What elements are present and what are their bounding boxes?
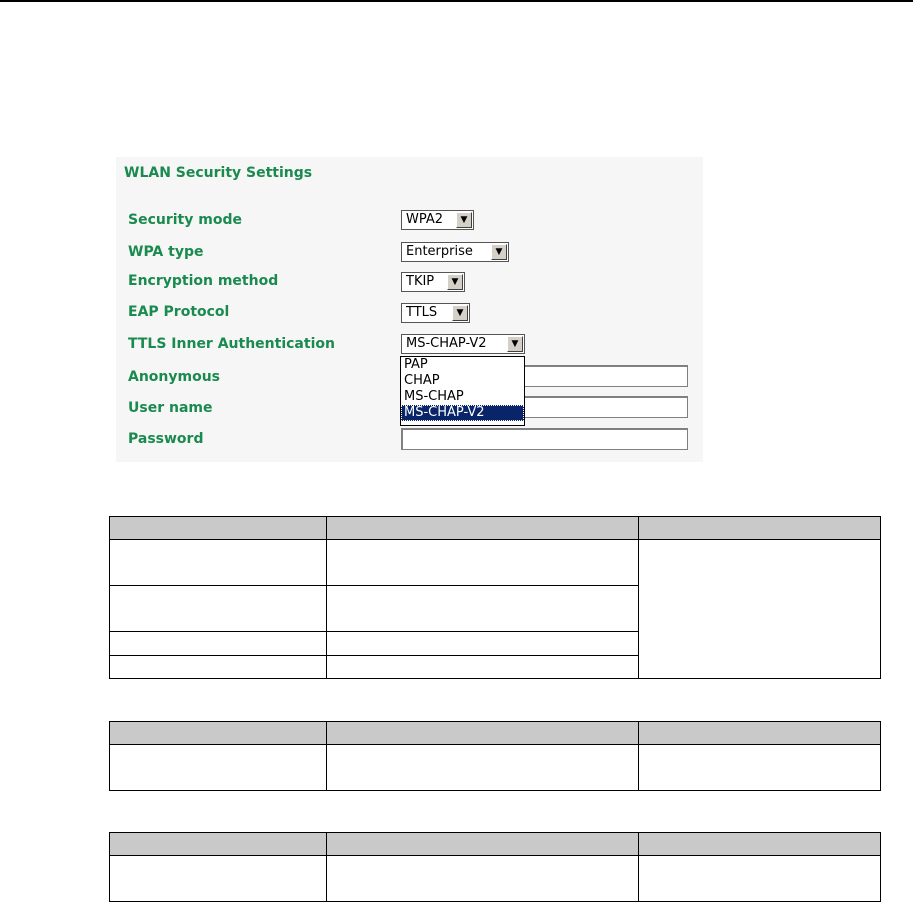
- ttls-inner-auth-dropdown-list: [400, 356, 525, 426]
- table-cell: [327, 632, 638, 656]
- wpa-type-label: WPA type: [128, 244, 204, 260]
- eap-protocol-value: TTLS: [406, 305, 438, 320]
- chevron-down-icon[interactable]: ▼: [491, 244, 507, 260]
- user-name-label: User name: [128, 400, 213, 416]
- wlan-security-settings-panel: [116, 157, 703, 462]
- settings-table-1: [109, 516, 881, 679]
- option-ms-chap[interactable]: MS-CHAP: [404, 389, 464, 404]
- table-row: [110, 856, 881, 902]
- security-mode-value: WPA2: [406, 212, 444, 227]
- table-header-cell: [327, 517, 638, 540]
- table-cell: [327, 586, 638, 632]
- table-cell: [110, 540, 327, 586]
- ttls-inner-auth-value: MS-CHAP-V2: [406, 336, 487, 351]
- table-cell: [110, 632, 327, 656]
- option-chap[interactable]: CHAP: [404, 373, 440, 388]
- wpa-type-value: Enterprise: [406, 244, 473, 259]
- settings-table-3: [109, 832, 881, 902]
- eap-protocol-select[interactable]: [401, 303, 470, 323]
- table-cell-merged: [638, 540, 880, 679]
- table-header-cell: [110, 722, 327, 745]
- table-cell: [638, 745, 880, 791]
- wpa-type-select[interactable]: [401, 242, 509, 262]
- table-cell: [327, 856, 638, 902]
- encryption-method-value: TKIP: [406, 274, 435, 289]
- ttls-inner-auth-label: TTLS Inner Authentication: [128, 336, 335, 352]
- chevron-down-icon[interactable]: ▼: [452, 305, 468, 321]
- table-header-cell: [638, 833, 880, 856]
- encryption-method-select[interactable]: [401, 272, 465, 292]
- anonymous-label: Anonymous: [128, 369, 221, 385]
- table-header-row: [110, 517, 881, 540]
- table-header-cell: [638, 722, 880, 745]
- eap-protocol-label: EAP Protocol: [128, 304, 230, 320]
- table-cell: [110, 656, 327, 679]
- table-cell: [327, 540, 638, 586]
- password-input[interactable]: [401, 428, 688, 450]
- encryption-method-label: Encryption method: [128, 273, 279, 289]
- table-cell: [638, 856, 880, 902]
- settings-table-2: [109, 721, 881, 791]
- table-cell: [110, 856, 327, 902]
- password-label: Password: [128, 431, 204, 447]
- chevron-down-icon[interactable]: ▼: [507, 336, 523, 352]
- table-cell: [110, 586, 327, 632]
- table-header-cell: [110, 517, 327, 540]
- table-header-cell: [327, 833, 638, 856]
- table-cell: [110, 745, 327, 791]
- table-header-row: [110, 833, 881, 856]
- chevron-down-icon[interactable]: ▼: [447, 274, 463, 290]
- table-header-row: [110, 722, 881, 745]
- page-top-rule: [0, 0, 913, 2]
- chevron-down-icon[interactable]: ▼: [456, 212, 472, 228]
- table-header-cell: [110, 833, 327, 856]
- table-row: [110, 540, 881, 586]
- table-cell: [327, 745, 638, 791]
- table-header-cell: [327, 722, 638, 745]
- ttls-inner-auth-select[interactable]: [401, 334, 525, 354]
- table-row: [110, 745, 881, 791]
- table-cell: [327, 656, 638, 679]
- security-mode-label: Security mode: [128, 212, 242, 228]
- security-mode-select[interactable]: [401, 210, 474, 230]
- option-pap[interactable]: PAP: [404, 357, 428, 372]
- table-header-cell: [638, 517, 880, 540]
- option-ms-chap-v2[interactable]: MS-CHAP-V2: [401, 405, 524, 421]
- panel-title: WLAN Security Settings: [124, 165, 313, 181]
